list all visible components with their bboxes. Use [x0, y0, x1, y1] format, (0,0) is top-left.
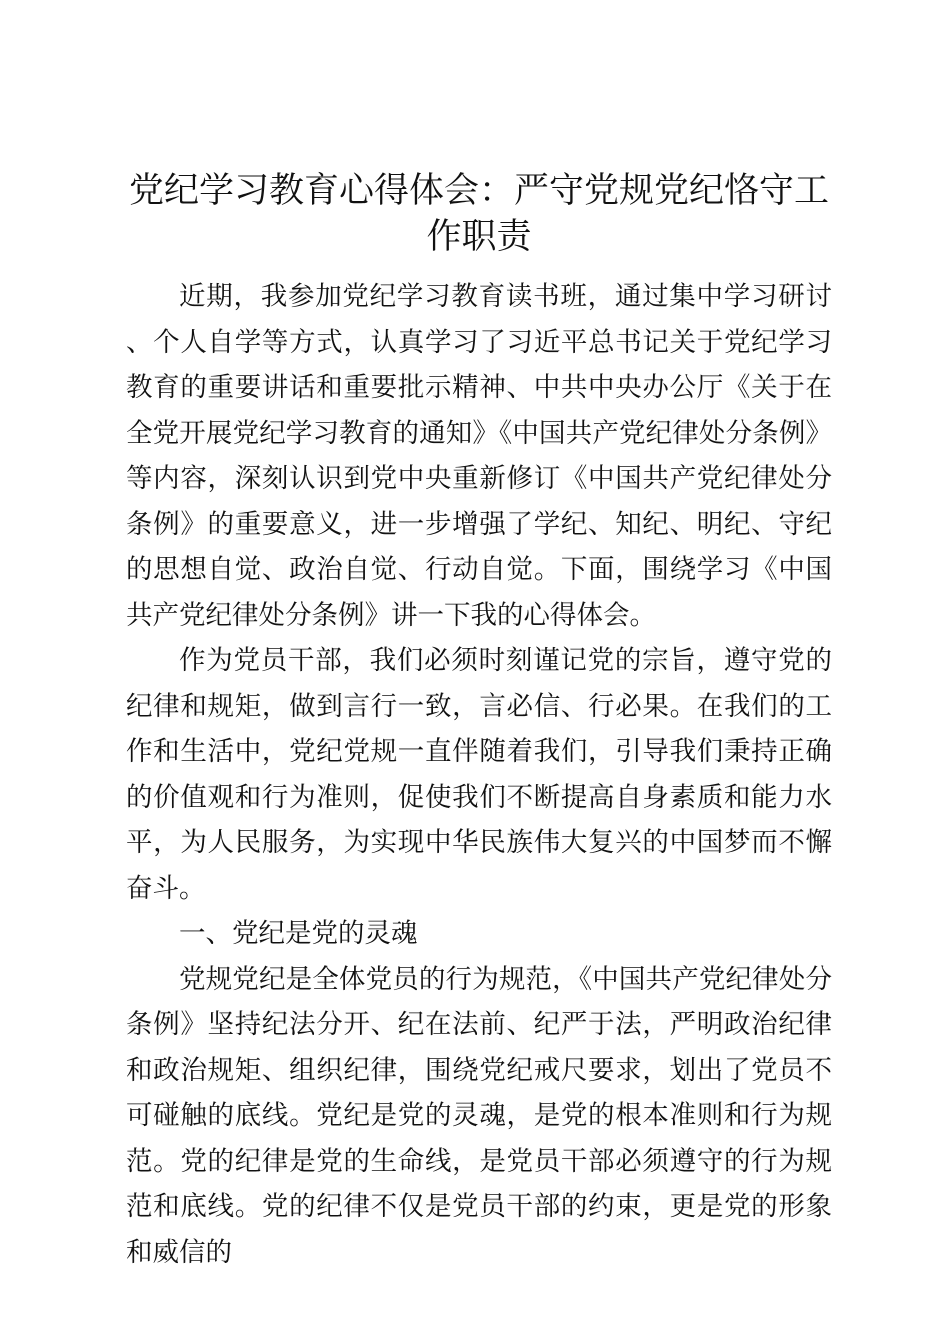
section-heading: 一、党纪是党的灵魂 — [179, 918, 418, 949]
document-title: 党纪学习教育心得体会：严守党规党纪恪守工作职责 — [128, 171, 829, 257]
paragraph-intro: 近期，我参加党纪学习教育读书班，通过集中学习研讨、个人自学等方式，认真学习了习近平总书记关于党纪学习教育的重要讲话和重要批示精神、中共中央办公厅《关于在全党开展党纪学习教育的通知》《中国共产党纪律处分条例》等内容，深刻认识到党中央重新修订《中国共产党纪律处分条例》的重要意义，进一步增强了学纪、知纪、明纪、守纪的思想自觉、政治自觉、行动自觉。下面，围绕学习《中国共产党纪律处分条例》讲一下我的心得体会。 — [126, 281, 832, 631]
paragraph-party-discipline: 党规党纪是全体党员的行为规范，《中国共产党纪律处分条例》坚持纪法分开、纪在法前、纪严于法，严明政治纪律和政治规矩、组织纪律，围绕党纪戒尺要求，划出了党员不可碰触的底线。党纪是党的灵魂，是党的根本准则和行为规范。党的纪律是党的生命线，是党员干部必须遵守的行为规范和底线。党的纪律不仅是党员干部的约束，更是党的形象和威信的 — [126, 963, 832, 1268]
document-body — [126, 168, 832, 1275]
paragraph-party-member-duty: 作为党员干部，我们必须时刻谨记党的宗旨，遵守党的纪律和规矩，做到言行一致，言必信、行必果。在我们的工作和生活中，党纪党规一直伴随着我们，引导我们秉持正确的价值观和行为准则，促使我们不断提高自身素质和能力水平，为人民服务，为实现中华民族伟大复兴的中国梦而不懈奋斗。 — [126, 645, 832, 904]
